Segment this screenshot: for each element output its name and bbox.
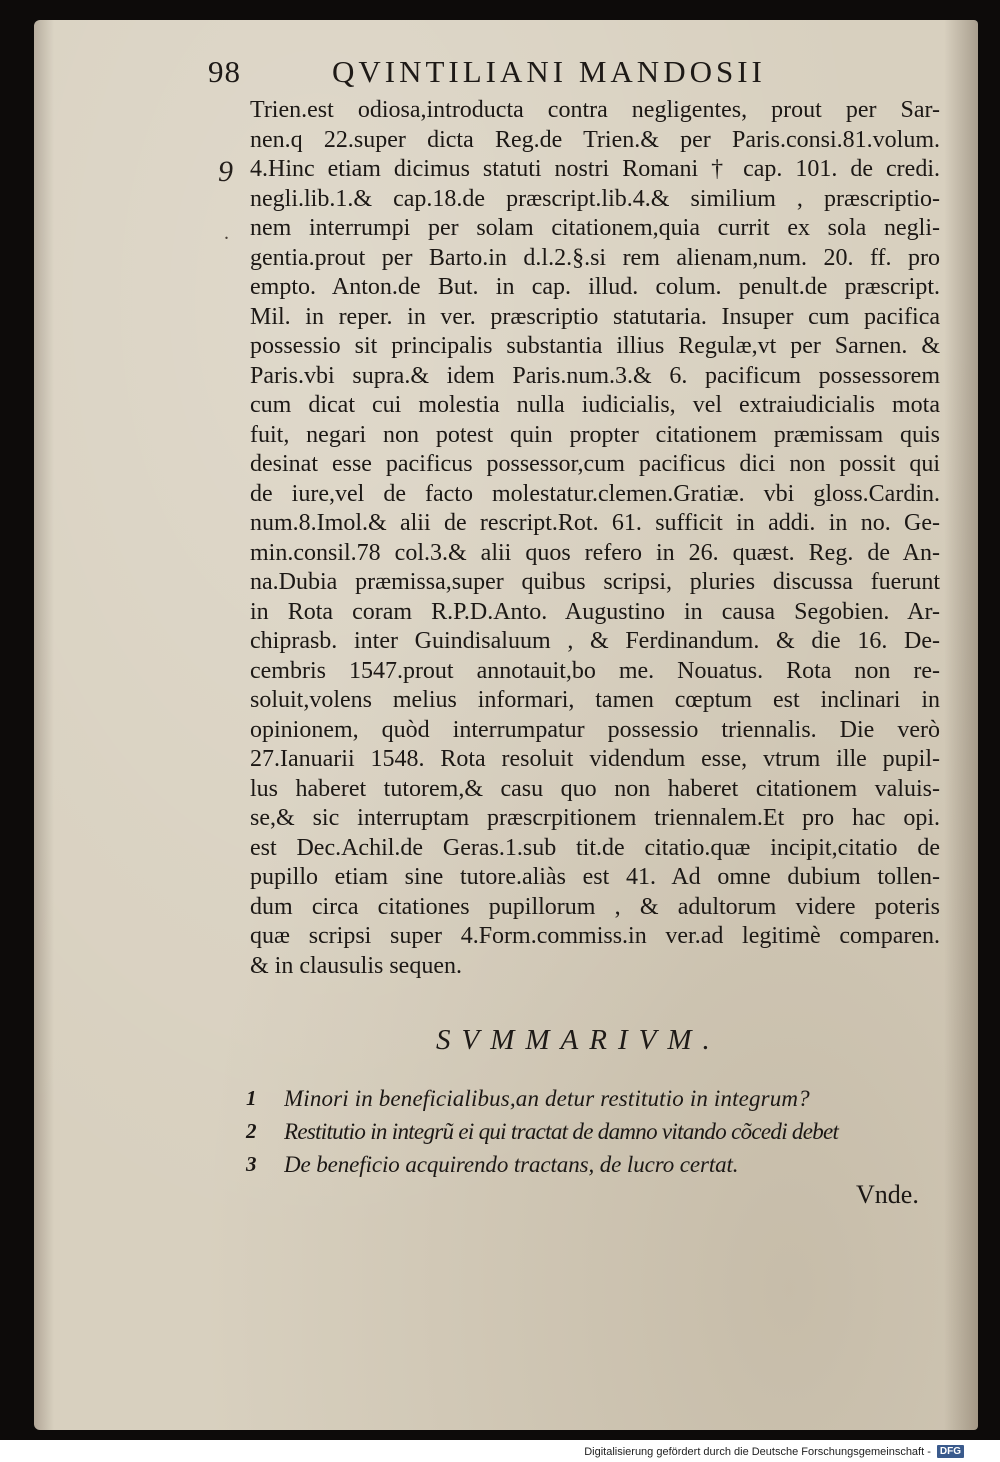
dfg-logo: DFG <box>937 1445 964 1458</box>
text-line: quæ scripsi super 4.Form.commiss.in ver.ad legitimè comparen. <box>250 923 940 949</box>
text-line: Paris.vbi supra.& idem Paris.num.3.& 6. pacificum possessorem <box>250 362 940 389</box>
text-line: min.consil.78 col.3.& alii quos refero in 26. quæst. Reg. de An- <box>250 539 940 566</box>
text-line: de iure,vel de facto molestatur.clemen.Gratiæ. vbi gloss.Cardin. <box>250 480 940 507</box>
summarium-item-text: Restitutio in integrũ ei qui tractat de damno vitando cõcedi debet <box>284 1119 839 1144</box>
summarium-item-number: 3 <box>246 1152 257 1176</box>
page-number: 98 <box>208 54 241 89</box>
summarium-item <box>246 1082 936 1115</box>
digitization-credit <box>584 1443 964 1460</box>
text-line: nem interrumpi per solam citationem,quia currit ex sola negli- <box>250 215 940 241</box>
text-line: & in clausulis sequen. <box>250 952 462 979</box>
summarium-heading: SVMMARIVM. <box>436 1024 721 1056</box>
text-line: chiprasb. inter Guindisaluum , & Ferdinandum. & die 16. De- <box>250 628 940 654</box>
text-line: dum circa citationes pupillorum , & adultorum videre poteris <box>250 893 940 920</box>
text-line: opinionem, quòd interrumpatur possessio triennalis. Die verò <box>250 716 940 743</box>
text-line: negli.lib.1.& cap.18.de præscript.lib.4.& similium , præscriptio- <box>250 185 940 212</box>
text-line: pupillo etiam sine tutore.aliàs est 41. Ad omne dubium tollen- <box>250 864 940 890</box>
credit-text: Digitalisierung gefördert durch die Deutsche Forschungsgemeinschaft - <box>584 1445 931 1458</box>
text-line: est Dec.Achil.de Geras.1.sub tit.de citatio.quæ incipit,citatio de <box>250 834 940 861</box>
text-line: se,& sic interruptam præscrpitionem triennalem.Et pro hac opi. <box>250 805 940 831</box>
summarium-list <box>246 1082 936 1181</box>
summarium-item-number: 1 <box>246 1086 257 1110</box>
text-line: lus haberet tutorem,& casu quo non haberet citationem valuis- <box>250 775 940 802</box>
text-line: cembris 1547.prout annotauit,bo me. Nouatus. Rota non re- <box>250 657 940 684</box>
text-line: empto. Anton.de But. in cap. illud. colum. penult.de præscript. <box>250 274 940 300</box>
text-line: possessio sit principalis substantia illius Regulæ,vt per Sarnen. & <box>250 333 940 359</box>
text-line: 4.Hinc etiam dicimus statuti nostri Romani † cap. 101. de credi. <box>250 156 940 182</box>
catchword: Vnde. <box>856 1180 919 1209</box>
summarium-item <box>246 1115 936 1148</box>
text-line: gentia.prout per Barto.in d.l.2.§.si rem alienam,num. 20. ff. pro <box>250 244 940 271</box>
running-head <box>208 52 848 96</box>
text-line: soluit,volens melius informari, tamen cœptum est inclinari in <box>250 687 940 713</box>
text-line: cum dicat cui molestia nulla iudicialis, vel extraiudicialis mota <box>250 392 940 418</box>
text-line: Trien.est odiosa,introducta contra negligentes, prout per Sar- <box>250 97 940 123</box>
summarium-item <box>246 1148 936 1181</box>
text-line: in Rota coram R.P.D.Anto. Augustino in causa Segobien. Ar- <box>250 598 940 625</box>
text-line: Mil. in reper. in ver. præscriptio statutaria. Insuper cum pacifica <box>250 303 940 330</box>
running-title: QVINTILIANI MANDOSII <box>332 54 766 89</box>
summarium-item-text: De beneficio acquirendo tractans, de lucro certat. <box>284 1152 739 1177</box>
text-line: fuit, negari non potest quin propter citationem præmissam quis <box>250 421 940 448</box>
summarium-item-number: 2 <box>246 1119 257 1143</box>
text-line: desinat esse pacificus possessor,cum pacificus dici non possit qui <box>250 451 940 477</box>
text-line: num.8.Imol.& alii de rescript.Rot. 61. sufficit in addi. in no. Ge- <box>250 510 940 536</box>
summarium-item-text: Minori in beneficialibus,an detur restitutio in integrum? <box>284 1086 810 1111</box>
margin-note-number: 9 <box>218 155 233 188</box>
text-line: nen.q 22.super dicta Reg.de Trien.& per Paris.consi.81.volum. <box>250 126 940 153</box>
text-line: 27.Ianuarii 1548. Rota resoluit videndum esse, vtrum ille pupil- <box>250 746 940 772</box>
text-line: na.Dubia præmissa,super quibus scripsi, pluries discussa fuerunt <box>250 569 940 595</box>
body-text <box>250 96 940 981</box>
margin-mark: . <box>224 222 229 244</box>
